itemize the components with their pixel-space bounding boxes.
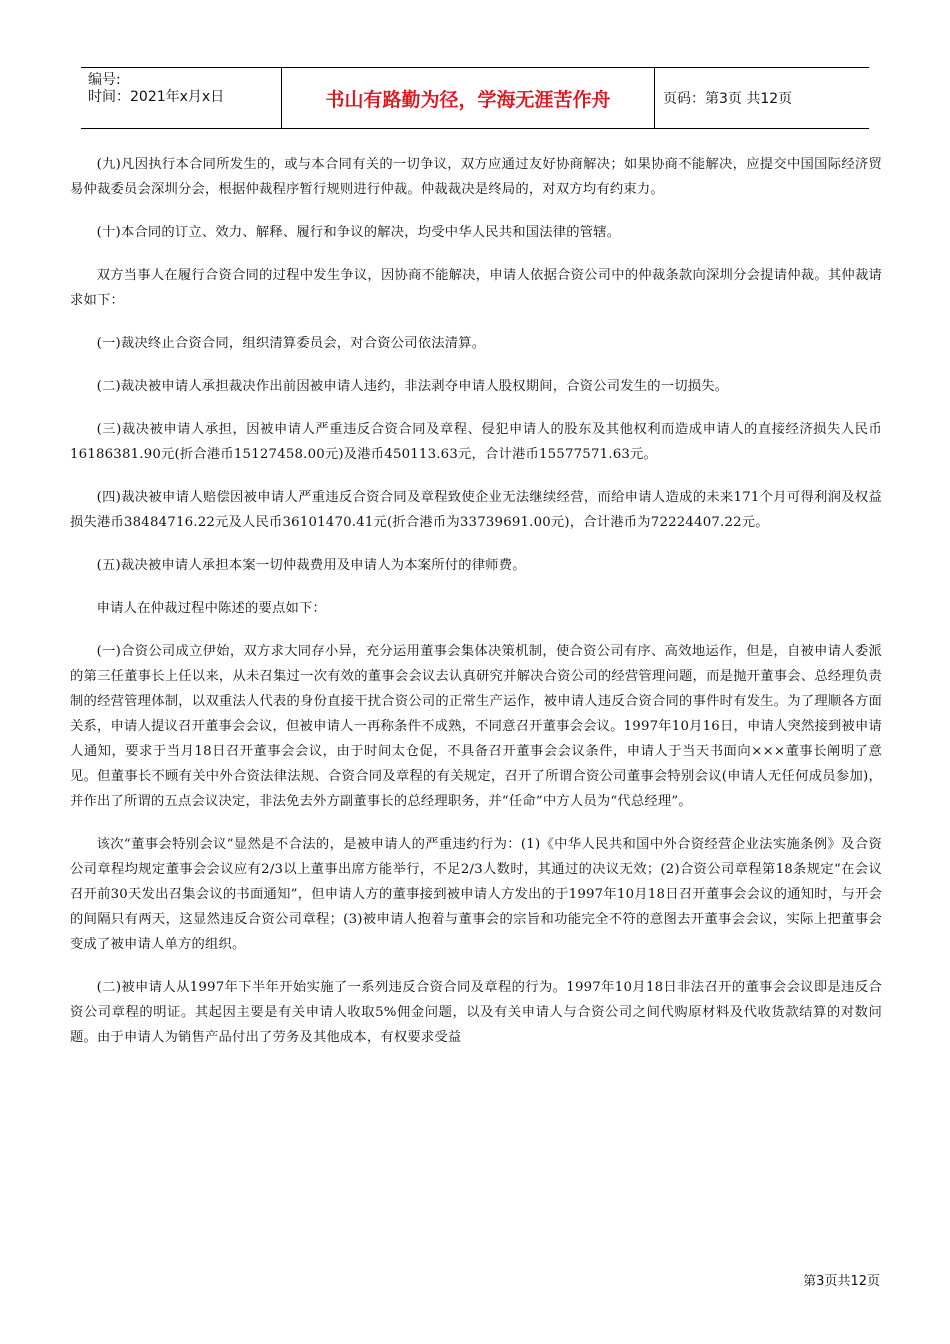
document-body bbox=[70, 152, 882, 1068]
paragraph: (十)本合同的订立、效力、解释、履行和争议的解决，均受中华人民共和国法律的管辖。 bbox=[96, 225, 621, 240]
header-meta bbox=[81, 68, 282, 128]
paragraph: 申请人在仲裁过程中陈述的要点如下： bbox=[96, 601, 327, 616]
paragraph: (一)合资公司成立伊始，双方求大同存小异，充分运用董事会集体决策机制，使合资公司有序、高效地运作，但是，自被申请人委派的第三任董事长上任以来，从未召集过一次有效的董事会会议去认真研究并解决合资公司的经营管理问题，而是抛开董事会、总经理负责制的经营管理体制，以双重法人代表的身份直接干扰合资公司的正常生产运作，被申请人违反合资合同的事件时有发生。为了理顺各方面关系，申请人提议召开董事会会议，但被申请人一再称条件不成熟，不同意召开董事会会议。1997年10月16日，申请人突然接到被申请人通知，要求于当月18日召开董事会会议，由于时间太仓促，不具备召开董事会会议条件，申请人于当天书面向×××董事长阐明了意见。但董事长不顾有关中外合资法律法规、合资合同及章程的有关规定，召开了所谓合资公司董事会特别会议(申请人无任何成员参加)，并作出了所谓的五点会议决定，非法免去外方副董事长的总经理职务，并“任命”中方人员为“代总经理”。 bbox=[70, 644, 882, 809]
header-time: 时间：2021年x月x日 bbox=[88, 89, 225, 105]
paragraph: (三)裁决被申请人承担，因被申请人严重违反合资合同及章程、侵犯申请人的股东及其他权利而造成申请人的直接经济损失人民币16186381.90元(折合港币15127458.00元)及港币450113.63元，合计港币15577571.63元。 bbox=[70, 422, 882, 462]
page-footer: 第3页共12页 bbox=[803, 1274, 880, 1289]
header-page-number: 页码：第3页 共12页 bbox=[663, 91, 793, 107]
header-number: 编号: bbox=[88, 72, 121, 88]
paragraph: (五)裁决被申请人承担本案一切仲裁费用及申请人为本案所付的律师费。 bbox=[96, 558, 526, 573]
paragraph: (二)裁决被申请人承担裁决作出前因被申请人违约，非法剥夺申请人股权期间，合资公司发生的一切损失。 bbox=[96, 379, 729, 394]
paragraph: (一)裁决终止合资合同，组织清算委员会，对合资公司依法清算。 bbox=[96, 336, 486, 351]
paragraph: 该次“董事会特别会议”显然是不合法的，是被申请人的严重违约行为：(1)《中华人民共和国中外合资经营企业法实施条例》及合资公司章程均规定董事会会议应有2/3以上董事出席方能举行，不足2/3人数时，其通过的决议无效；(2)合资公司章程第18条规定“在会议召开前30天发出召集会议的书面通知”，但申请人方的董事接到被申请人方发出的于1997年10月18日召开董事会会议的通知时，与开会的间隔只有两天，这显然违反合资公司章程；(3)被申请人抱着与董事会的宗旨和功能完全不符的意图去开董事会会议，实际上把董事会变成了被申请人单方的组织。 bbox=[70, 837, 882, 952]
page-header bbox=[81, 67, 869, 129]
paragraph: (四)裁决被申请人赔偿因被申请人严重违反合资合同及章程致使企业无法继续经营，而给申请人造成的未来171个月可得利润及权益损失港币38484716.22元及人民币36101470.41元(折合港币为33739691.00元)，合计港币为72224407.22元。 bbox=[70, 490, 882, 530]
paragraph: 双方当事人在履行合资合同的过程中发生争议，因协商不能解决，申请人依据合资公司中的仲裁条款向深圳分会提请仲裁。其仲裁请求如下： bbox=[70, 268, 882, 308]
header-motto: 书山有路勤为径，学海无涯苦作舟 bbox=[282, 68, 655, 128]
paragraph: (九)凡因执行本合同所发生的，或与本合同有关的一切争议，双方应通过友好协商解决；如果协商不能解决，应提交中国国际经济贸易仲裁委员会深圳分会，根据仲裁程序暂行规则进行仲裁。仲裁裁决是终局的，对双方均有约束力。 bbox=[70, 157, 882, 197]
paragraph: (二)被申请人从1997年下半年开始实施了一系列违反合资合同及章程的行为。1997年10月18日非法召开的董事会会议即是违反合资公司章程的明证。其起因主要是有关申请人收取5%佣金问题，以及有关申请人与合资公司之间代购原材料及代收货款结算的对数问题。由于申请人为销售产品付出了劳务及其他成本，有权要求受益 bbox=[70, 980, 882, 1045]
